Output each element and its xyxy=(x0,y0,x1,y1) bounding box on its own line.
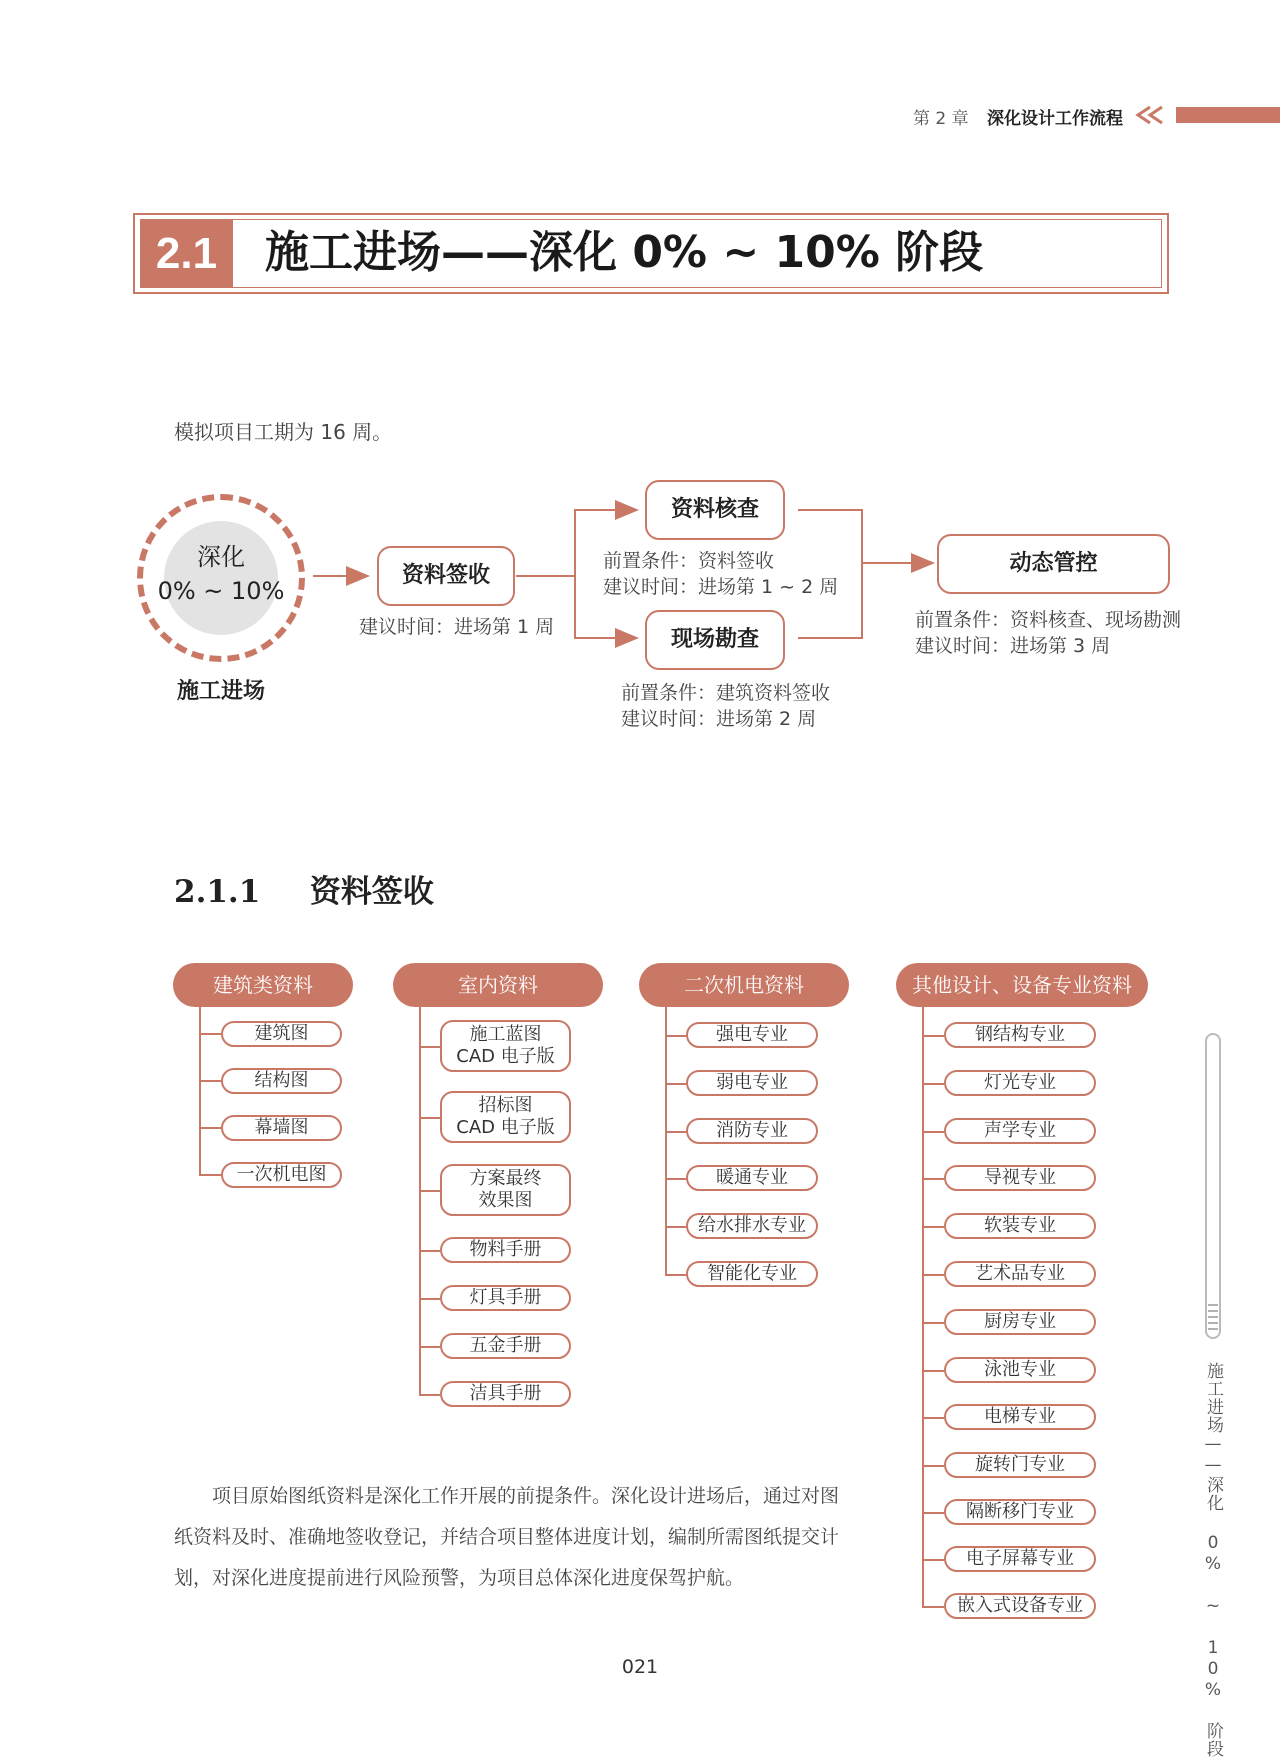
tree-item: 洁具手册 xyxy=(440,1381,571,1407)
tree-item: 五金手册 xyxy=(440,1333,571,1359)
tree-item: 隔断移门专业 xyxy=(944,1499,1096,1525)
tree-item: 旋转门专业 xyxy=(944,1452,1096,1478)
tree-item: 厨房专业 xyxy=(944,1309,1096,1335)
tree-branch xyxy=(665,1226,686,1228)
tree-branch xyxy=(665,1178,686,1180)
node-survey: 现场勘查 xyxy=(645,610,785,670)
tree-item: 结构图 xyxy=(221,1068,342,1094)
intro-text: 模拟项目工期为 16 周。 xyxy=(174,420,393,444)
tree-branch xyxy=(922,1178,944,1180)
tree-branch xyxy=(199,1174,221,1176)
tree-item: 声学专业 xyxy=(944,1118,1096,1144)
start-label-line2: 0% ~ 10% xyxy=(157,577,285,605)
tree-item: 泳池专业 xyxy=(944,1357,1096,1383)
tree-branch xyxy=(922,1226,944,1228)
tree-branch xyxy=(665,1274,686,1276)
node-receive-note: 建议时间：进场第 1 周 xyxy=(359,616,555,638)
category-mep: 二次机电资料 xyxy=(639,963,849,1007)
tree-item: 弱电专业 xyxy=(686,1070,818,1096)
tree-item: 建筑图 xyxy=(221,1021,342,1047)
tree-branch xyxy=(419,1250,440,1252)
side-tab-track xyxy=(1205,1033,1221,1339)
tree-trunk xyxy=(922,1007,924,1606)
tree-branch xyxy=(199,1080,221,1082)
tree-item: 智能化专业 xyxy=(686,1261,818,1287)
tree-branch xyxy=(922,1083,944,1085)
subsection-heading xyxy=(174,866,434,911)
tree-item-line: 施工蓝图 xyxy=(469,1024,542,1045)
chapter-label: 第 2 章 xyxy=(913,109,969,129)
tree-branch xyxy=(419,1046,440,1048)
section-number: 2.1 xyxy=(140,219,233,288)
tree-branch xyxy=(665,1131,686,1133)
tree-branch xyxy=(922,1606,944,1608)
tree-branch xyxy=(922,1559,944,1561)
subsection-number: 2.1.1 xyxy=(174,874,261,910)
node-survey-note1: 前置条件：建筑资料签收 xyxy=(621,682,831,704)
tree-branch xyxy=(199,1127,221,1129)
tree-item xyxy=(440,1020,571,1072)
node-control-note1: 前置条件：资料核查、现场勘测 xyxy=(915,609,1182,631)
node-survey-note2: 建议时间：进场第 2 周 xyxy=(621,708,817,730)
tree-item: 软装专业 xyxy=(944,1213,1096,1239)
tree-item-line: CAD 电子版 xyxy=(456,1117,555,1138)
node-control: 动态管控 xyxy=(937,534,1170,594)
tree-item: 嵌入式设备专业 xyxy=(944,1593,1096,1619)
tree-item: 钢结构专业 xyxy=(944,1022,1096,1048)
tree-item xyxy=(440,1164,571,1216)
side-tab-grip-icon xyxy=(1208,1303,1218,1333)
tree-branch xyxy=(922,1512,944,1514)
page-number: 021 xyxy=(621,1656,659,1678)
tree-branch xyxy=(199,1033,221,1035)
node-check: 资料核查 xyxy=(645,480,785,540)
category-architecture: 建筑类资料 xyxy=(173,963,353,1007)
tree-item: 导视专业 xyxy=(944,1165,1096,1191)
tree-item: 幕墙图 xyxy=(221,1115,342,1141)
tree-item: 电梯专业 xyxy=(944,1404,1096,1430)
tree-branch xyxy=(419,1117,440,1119)
tree-branch xyxy=(419,1394,440,1396)
tree-branch xyxy=(922,1417,944,1419)
tree-item: 暖通专业 xyxy=(686,1165,818,1191)
tree-trunk xyxy=(419,1007,421,1395)
tree-trunk xyxy=(665,1007,667,1275)
tree-item-line: CAD 电子版 xyxy=(456,1046,555,1067)
node-receive: 资料签收 xyxy=(377,546,515,606)
category-other: 其他设计、设备专业资料 xyxy=(896,963,1148,1007)
tree-item: 物料手册 xyxy=(440,1237,571,1263)
tree-branch xyxy=(419,1298,440,1300)
tree-branch xyxy=(665,1035,686,1037)
tree-branch xyxy=(665,1083,686,1085)
category-interior: 室内资料 xyxy=(393,963,603,1007)
tree-branch xyxy=(922,1131,944,1133)
node-control-note2: 建议时间：进场第 3 周 xyxy=(915,635,1111,657)
tree-item: 艺术品专业 xyxy=(944,1261,1096,1287)
tree-item: 强电专业 xyxy=(686,1022,818,1048)
tree-branch xyxy=(419,1346,440,1348)
node-check-note2: 建议时间：进场第 1 ~ 2 周 xyxy=(603,576,839,598)
side-tab-label: 施工进场——深化 0% ~ 10% 阶段 xyxy=(1203,1362,1223,1758)
tree-branch xyxy=(419,1190,440,1192)
body-paragraph: 项目原始图纸资料是深化工作开展的前提条件。深化设计进场后，通过对图纸资料及时、准确地签收登记，并结合项目整体进度计划，编制所需图纸提交计划，对深化进度提前进行风险预警，为项目总体深化进度保驾护航。 xyxy=(174,1485,840,1589)
chapter-title: 深化设计工作流程 xyxy=(987,109,1123,129)
tree-branch xyxy=(922,1322,944,1324)
start-caption: 施工进场 xyxy=(176,679,265,704)
tree-item-line: 方案最终 xyxy=(469,1168,542,1189)
tree-item: 给水排水专业 xyxy=(686,1213,818,1239)
subsection-title: 资料签收 xyxy=(309,874,434,910)
tree-item: 灯光专业 xyxy=(944,1070,1096,1096)
tree-branch xyxy=(922,1274,944,1276)
section-title: 施工进场——深化 0% ~ 10% 阶段 xyxy=(265,227,984,278)
node-check-note1: 前置条件：资料签收 xyxy=(603,550,775,572)
start-label-line1: 深化 xyxy=(197,543,245,571)
tree-item-line: 效果图 xyxy=(478,1190,533,1211)
tree-item-line: 招标图 xyxy=(478,1095,533,1116)
tree-item xyxy=(440,1091,571,1143)
tree-item: 消防专业 xyxy=(686,1118,818,1144)
tree-item: 灯具手册 xyxy=(440,1285,571,1311)
tree-item: 一次机电图 xyxy=(221,1162,342,1188)
tree-branch xyxy=(922,1370,944,1372)
tree-branch xyxy=(922,1035,944,1037)
tree-branch xyxy=(922,1465,944,1467)
tree-item: 电子屏幕专业 xyxy=(944,1546,1096,1572)
